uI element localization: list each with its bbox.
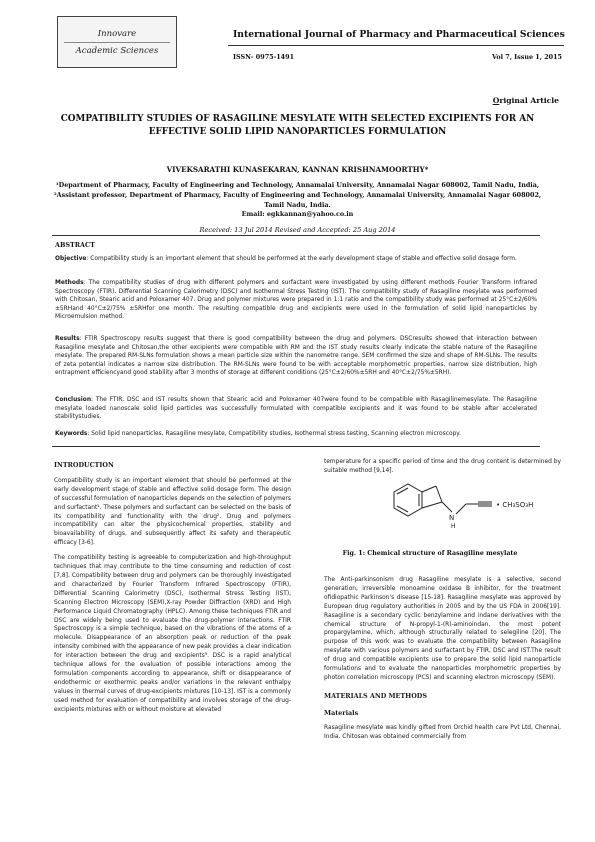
article-type-rest: riginal Article bbox=[499, 96, 559, 105]
materials-heading: Materials bbox=[324, 708, 359, 717]
results-label: Results bbox=[55, 336, 80, 342]
methods-text: : The compatibility studies of drug with different polymers and surfactant were investigated by using different methods Fourier Transform Infrared Spectroscopy (FTIR), Differential Scanning Calorimetry (DSC) and Isothermal Stress Testing (IST). The compatibility study of Rasagiline mesylate was performed with Chitosan, Stearic acid and Poloxamer 407. Drug and polymer mixtures were prepared in 1:1 ratio and the compatibility study was performed at 25°C±2/60%±5RHand 40°C±2/75% ±5RHfor one month. The resulting compatible drug and excipients were used in the formulation of solid lipid nanoparticles by Microemulsion method. bbox=[55, 280, 537, 321]
left-column bbox=[54, 461, 291, 720]
objective-label: Objective bbox=[55, 256, 87, 262]
volume-issue: Vol 7, Issue 1, 2015 bbox=[492, 53, 562, 61]
h-label: H bbox=[451, 523, 456, 530]
conclusion-label: Conclusion bbox=[55, 397, 92, 403]
received-dates: Received: 13 Jul 2014 Revised and Accepted: 25 Aug 2014 bbox=[199, 226, 396, 234]
affiliation-2: ²Assistant professor, Department of Pharmacy, Faculty of Engineering and Technology, Annamalai University, Annamalai Nagar 608002, bbox=[53, 190, 542, 199]
article-title bbox=[45, 113, 550, 139]
corresponding-email[interactable]: Email: egkkannan@yahoo.co.in bbox=[241, 210, 354, 218]
abstract-bottom-rule bbox=[52, 446, 540, 447]
logo-line-1: Innovare bbox=[97, 29, 137, 39]
intro-paragraph-2: The compatibility testing is agreeable to computerization and high-throughput techniques that may contribute to the time consuming and reduction of cost [7,8]. Compatibility between drug and polymers can be thoroughly investigated and characterized by Fourier Transform Infrared Spectroscopy (FTIR), Differential Scanning Calorimetry (DSC), Isothermal Stress Testing (IST), Scanning Electron Microscopy (SEM),X-ray Powder Diffraction (XRD) and High Performance Liquid Chromatography (HPLC). Among these techniques FTIR and DSC are widely being used to evaluate the drug-polymer interactions. FTIR Spectroscopy is a simple technique, based on the vibrations of the atoms of a molecule. Disappearance of an absorption peak or reduction of the peak intensity combined with the appearance of new peak provides a clear indication for interaction between the drug and excipients⁹. DSC is a rapid analytical technique allows for the evaluation of possible interactions among the formulation components according to appearance, shift or disappearance of endothermic or exothermic peaks and/or variations in the relevant enthalpy values in thermal curves of drug-excipients mixtures [10-13]. IST is a commonly used method for evaluation of compatibility and involves storage of the drug-excipients mixtures with or without moisture at elevated bbox=[54, 555, 291, 713]
intro-heading: INTRODUCTION bbox=[54, 461, 114, 469]
conclusion-text: : The FTIR, DSC and IST results shown that Stearic acid and Poloxamer 407were found to be compatible with Rasagilinemesylate. The Rasagiline mesylate loaded nanoscale solid lipid particles was successfully formulated with compatible excipients and it was found to be stable after accelerated stabilitystudies. bbox=[55, 397, 537, 421]
objective-text: : Compatibility study is an important element that should be performed at the early development stage of stable and effective solid dosage form. bbox=[86, 256, 517, 262]
nh-label: N bbox=[449, 514, 455, 522]
abstract-results bbox=[55, 335, 537, 378]
right-paragraph-0: temperature for a specific period of time and the drug content is determined by suitable method [9,14]. bbox=[324, 459, 561, 474]
chemical-structure-drawing bbox=[394, 484, 492, 516]
article-type bbox=[493, 96, 559, 105]
figure-caption: Fig. 1: Chemical structure of Rasagiline mesylate bbox=[342, 550, 518, 557]
abstract-top-rule bbox=[52, 235, 540, 236]
rasagiline-structure-figure bbox=[380, 482, 540, 544]
issn: ISSN- 0975-1491 bbox=[233, 53, 295, 61]
materials-methods-heading: MATERIALS AND METHODS bbox=[324, 691, 427, 700]
materials-paragraph: Rasagiline mesylate was kindly gifted from Orchid health care Pvt Ltd, Chennai, India. Chitosan was obtained commercially from bbox=[324, 724, 561, 740]
abstract-objective bbox=[55, 255, 537, 264]
right-paragraph-1: The Anti-parkinsonism drug Rasagiline mesylate is a selective, second generation, irreversible monoamine oxidase B inhibitor, for the treatment ofidiopathic Parkinson's disease [15-18]. Rasagiline mesylate was approved by European drug regulatory authorities in 2005 and by the US FDA in 2006[19]. Rasagiline is a secondary cyclic benzylamine and indane derivatives with the chemical structure of N-propyl-1-(R)-aminoindan, the most potent propargylamine, which, although structurally related to selegiline [20]. The purpose of this work was to evaluate the compatibility between Rasagiline mesylate with various polymers and surfactant by FTIR, DSC and IST.The result of drug and compatible excipients use to prepare the solid lipid nanoparticle formulations and to evaluate the nanoparticles morphometric properties by photon correlation microscopy (PCS) and scanning electron microscopy (SEM). bbox=[324, 577, 561, 681]
keywords-text: : Solid lipid nanoparticles, Rasagiline mesylate, Compatibility studies, Isothermal stress testing, Scanning electron microscopy. bbox=[87, 431, 461, 437]
title-line-1: COMPATIBILITY STUDIES OF RASAGILINE MESYLATE WITH SELECTED EXCIPIENTS FOR AN bbox=[60, 114, 535, 124]
abstract-heading: ABSTRACT bbox=[55, 241, 95, 249]
authors: VIVEKSARATHI KUNASEKARAN, KANNAN KRISHNAMOORTHY* bbox=[166, 165, 429, 174]
article-type-initial: O bbox=[492, 96, 500, 105]
results-text: : FTIR Spectroscopy results suggest that there is good compatibility between the drug and polymers. DSCresults showed that interaction between Rasagiline mesylate and Chitosan,the other excipients were compatible with RM and the IST study results clearly indicate the stable nature of the Rasagiline mesylate. The prepared RM-SLNs formulation shows a mean particle size within the nanometre range. SEM confirmed the size and shape of RM-SLNs. The results of zeta potential indicates a narrow size distribution. The RM-SLNs were found to be with acceptable morphometric properties, narrow size distribution, high entrapment efficiencyand good stability after 3 months of storage at different conditions (25°C±2/60%±5RH and 40°C±2/75%±5RH). bbox=[55, 336, 537, 377]
salt-label: • CH₃SO₃H bbox=[496, 501, 534, 509]
affiliations bbox=[45, 181, 550, 210]
keywords-label: Keywords bbox=[55, 431, 88, 437]
affiliation-1: ¹Department of Pharmacy, Faculty of Engineering and Technology, Annamalai University, Annamalai Nagar 608002, Tamil Nadu, India, bbox=[55, 181, 540, 189]
logo-line-2: Academic Sciences bbox=[75, 46, 159, 56]
logo-divider bbox=[64, 42, 170, 43]
right-column bbox=[324, 576, 561, 748]
journal-logo bbox=[57, 16, 177, 68]
title-line-2: EFFECTIVE SOLID LIPID NANOPARTICLES FORMULATION bbox=[148, 127, 447, 137]
right-column-top bbox=[324, 458, 561, 482]
abstract-conclusion bbox=[55, 396, 537, 422]
abstract-methods bbox=[55, 279, 537, 322]
methods-label: Methods bbox=[55, 280, 84, 286]
journal-title: International Journal of Pharmacy and Pharmaceutical Sciences bbox=[233, 29, 565, 40]
affiliation-3: Tamil Nadu, India. bbox=[264, 200, 331, 209]
abstract-keywords bbox=[55, 430, 537, 439]
intro-paragraph-1: Compatibility study is an important element that should be performed at the early development stage of stable and effective solid dosage form. The design of successful formulation of nanoparticles depends on the selection of polymers and surfactant¹. These polymers and surfactant can be selected on the basis of its compatibility and functionality with the drug². Drug and polymers incompatibility can alter the physicochemical properties, stability and bioavailability of drugs, and subsequently affect its safety and therapeutic efficacy [3-6]. bbox=[54, 477, 291, 547]
header-divider bbox=[228, 45, 564, 46]
